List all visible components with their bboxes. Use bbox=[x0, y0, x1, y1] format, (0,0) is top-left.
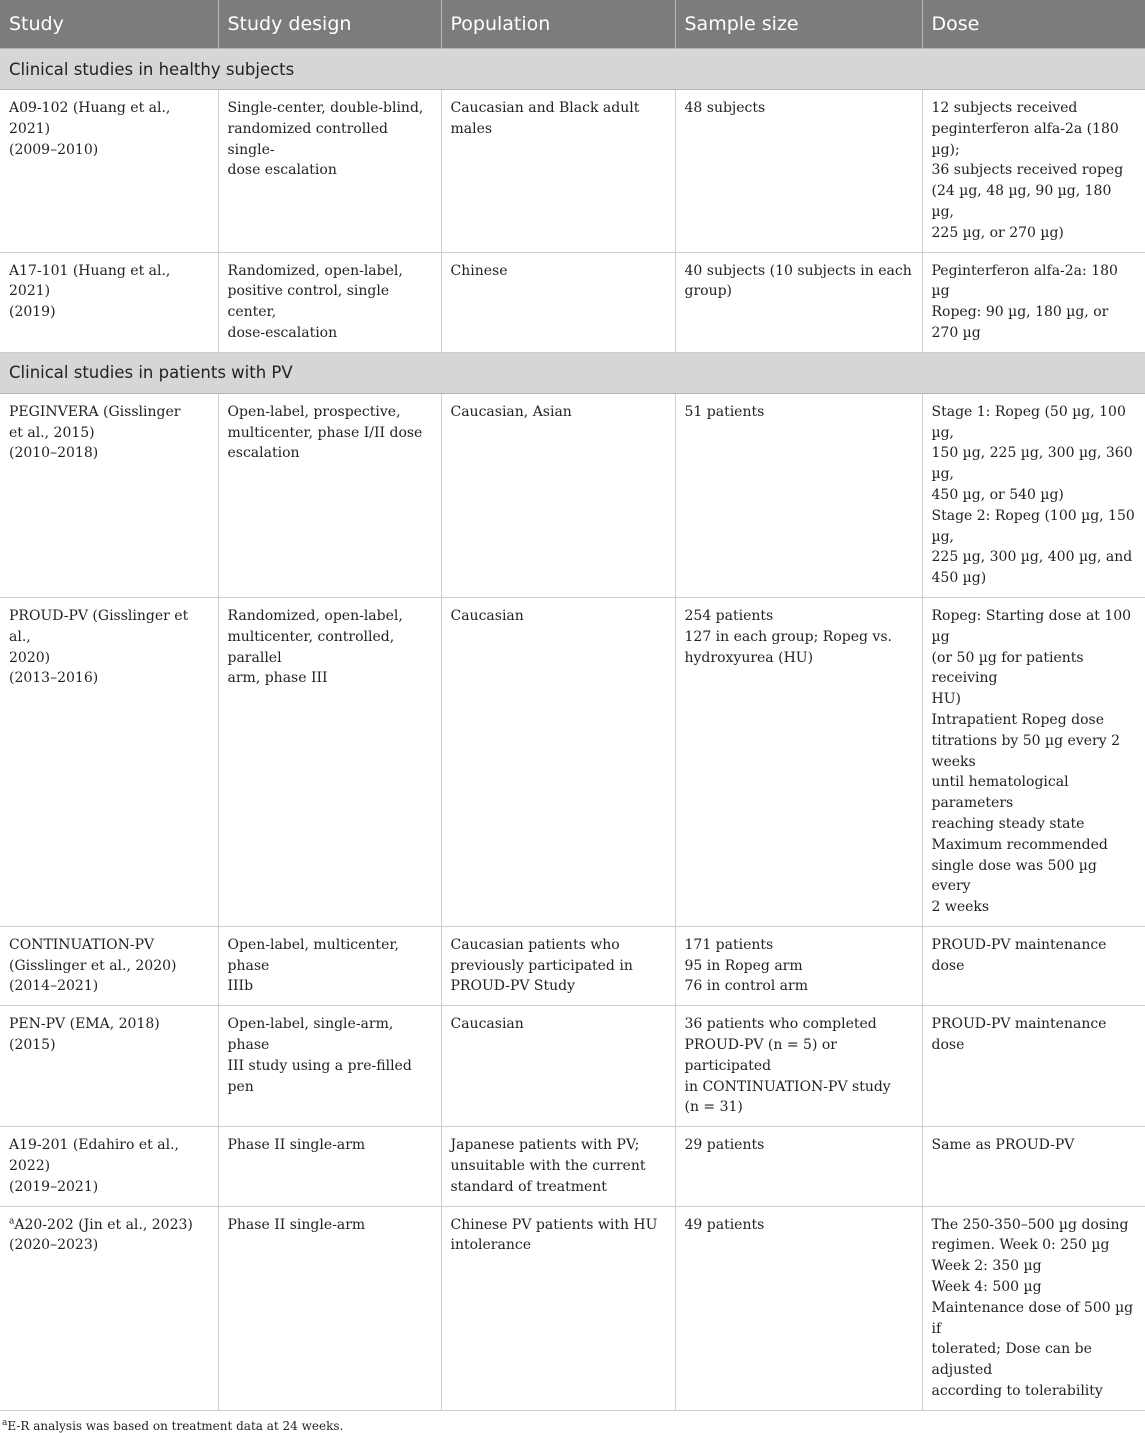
header-sample-size: Sample size bbox=[675, 0, 922, 49]
cell-line: Japanese patients with PV; bbox=[450, 1137, 640, 1154]
cell-line: multicenter, controlled, parallel bbox=[227, 628, 395, 666]
sample-size-cell bbox=[675, 90, 922, 253]
table-row bbox=[0, 90, 1145, 253]
cell-line: A17-101 (Huang et al., 2021) bbox=[9, 262, 171, 300]
table-row bbox=[0, 1127, 1145, 1206]
cell-line: (2010–2018) bbox=[9, 445, 99, 462]
section-title: Clinical studies in healthy subjects bbox=[0, 49, 1145, 90]
cell-line: randomized controlled single- bbox=[227, 120, 389, 158]
cell-line: Randomized, open-label, bbox=[227, 607, 403, 624]
cell-line: Single-center, double-blind, bbox=[227, 100, 424, 116]
cell-line: (2019–2021) bbox=[9, 1178, 99, 1195]
cell-line: previously participated in bbox=[450, 957, 633, 974]
population-cell bbox=[441, 90, 675, 253]
cell-line: 150 µg, 225 µg, 300 µg, 360 µg, bbox=[931, 445, 1133, 483]
dose-cell bbox=[922, 597, 1145, 926]
cell-line: (24 µg, 48 µg, 90 µg, 180 µg, bbox=[931, 183, 1112, 220]
cell-line: 127 in each group; Ropeg vs. bbox=[684, 628, 892, 645]
footnote-marker: a bbox=[9, 1216, 15, 1226]
cell-line: 36 patients who completed bbox=[684, 1016, 877, 1033]
cell-line: (2013–2016) bbox=[9, 670, 99, 687]
cell-line: Randomized, open-label, bbox=[227, 262, 403, 279]
cell-line: Week 2: 350 µg bbox=[931, 1258, 1042, 1275]
cell-line: 2020) bbox=[9, 649, 51, 666]
cell-line: (Gisslinger et al., 2020) bbox=[9, 957, 177, 974]
cell-line: reaching steady state bbox=[931, 815, 1085, 832]
cell-line: intolerance bbox=[450, 1237, 531, 1254]
cell-line: 76 in control arm bbox=[684, 978, 808, 995]
dose-cell bbox=[922, 1206, 1145, 1410]
cell-line: Open-label, single-arm, phase bbox=[227, 1016, 394, 1054]
dose-cell bbox=[922, 90, 1145, 253]
cell-line: Caucasian bbox=[450, 607, 524, 624]
sample-size-cell bbox=[675, 1006, 922, 1127]
cell-line: (2014–2021) bbox=[9, 978, 99, 995]
sample-size-cell bbox=[675, 252, 922, 352]
cell-line: regimen. Week 0: 250 µg bbox=[931, 1237, 1110, 1254]
cell-line: 29 patients bbox=[684, 1137, 765, 1154]
header-study: Study bbox=[0, 0, 218, 49]
cell-line: 171 patients bbox=[684, 936, 774, 953]
cell-line: 254 patients bbox=[684, 607, 774, 624]
cell-line: PROUD-PV (Gisslinger et al., bbox=[9, 607, 189, 645]
population-cell bbox=[441, 926, 675, 1005]
cell-line: PROUD-PV Study bbox=[450, 978, 576, 995]
table-header-row bbox=[0, 0, 1145, 49]
design-cell bbox=[218, 926, 441, 1005]
cell-line: Caucasian, Asian bbox=[450, 403, 572, 420]
cell-line: 48 subjects bbox=[684, 100, 766, 116]
cell-line: Maintenance dose of 500 µg if bbox=[931, 1299, 1134, 1337]
cell-line: 450 µg, or 540 µg) bbox=[931, 486, 1064, 503]
cell-line: positive control, single center, bbox=[227, 283, 390, 321]
sample-size-cell bbox=[675, 393, 922, 597]
cell-line: PEN-PV (EMA, 2018) bbox=[9, 1016, 160, 1033]
population-cell bbox=[441, 1206, 675, 1410]
table-body bbox=[0, 49, 1145, 1411]
cell-line: escalation bbox=[227, 445, 300, 462]
cell-line: PROUD-PV (n = 5) or participated bbox=[684, 1037, 837, 1074]
sample-size-cell bbox=[675, 1127, 922, 1206]
dose-cell bbox=[922, 1127, 1145, 1206]
cell-line: Stage 1: Ropeg (50 µg, 100 µg, bbox=[931, 403, 1126, 441]
cell-line: HU) bbox=[931, 691, 961, 708]
cell-line: 40 subjects (10 subjects in each bbox=[684, 262, 912, 279]
cell-line: 51 patients bbox=[684, 403, 765, 420]
cell-line: Same as PROUD-PV bbox=[931, 1137, 1075, 1154]
cell-line: Caucasian bbox=[450, 1016, 524, 1033]
study-cell bbox=[0, 252, 218, 352]
study-cell bbox=[0, 393, 218, 597]
study-cell bbox=[0, 1006, 218, 1127]
population-cell bbox=[441, 393, 675, 597]
table-row bbox=[0, 1006, 1145, 1127]
section-row bbox=[0, 352, 1145, 393]
cell-line: PROUD-PV maintenance dose bbox=[931, 1016, 1107, 1054]
cell-line: Intrapatient Ropeg dose bbox=[931, 711, 1104, 728]
cell-line bbox=[9, 1215, 209, 1236]
cell-line: Week 4: 500 µg bbox=[931, 1279, 1042, 1296]
cell-line: PEGINVERA (Gisslinger bbox=[9, 403, 181, 420]
cell-line: peginterferon alfa-2a (180 µg); bbox=[931, 120, 1119, 158]
cell-line: Peginterferon alfa-2a: 180 µg bbox=[931, 262, 1118, 300]
cell-line: multicenter, phase I/II dose bbox=[227, 424, 423, 441]
cell-line: Open-label, multicenter, phase bbox=[227, 936, 399, 974]
population-cell bbox=[441, 597, 675, 926]
cell-line: Ropeg: Starting dose at 100 µg bbox=[931, 607, 1132, 645]
cell-line: in CONTINUATION-PV study bbox=[684, 1078, 891, 1095]
table-row bbox=[0, 252, 1145, 352]
cell-line: according to tolerability bbox=[931, 1383, 1103, 1400]
population-cell bbox=[441, 252, 675, 352]
cell-line: dose-escalation bbox=[227, 324, 338, 341]
dose-cell bbox=[922, 252, 1145, 352]
table-footnote bbox=[0, 1411, 1145, 1433]
cell-line: single dose was 500 µg every bbox=[931, 857, 1097, 895]
cell-line: (n = 31) bbox=[684, 1099, 743, 1116]
cell-line: 49 patients bbox=[684, 1216, 765, 1233]
cell-line: tolerated; Dose can be adjusted bbox=[931, 1341, 1092, 1379]
header-study-design: Study design bbox=[218, 0, 441, 49]
study-cell bbox=[0, 597, 218, 926]
cell-line: 36 subjects received ropeg bbox=[931, 162, 1124, 179]
cell-line: titrations by 50 µg every 2 weeks bbox=[931, 732, 1120, 770]
dose-cell bbox=[922, 926, 1145, 1005]
table-row bbox=[0, 393, 1145, 597]
study-cell bbox=[0, 90, 218, 253]
cell-line: The 250-350–500 µg dosing bbox=[931, 1216, 1129, 1233]
header-population: Population bbox=[441, 0, 675, 49]
study-cell bbox=[0, 1206, 218, 1410]
cell-line: dose escalation bbox=[227, 162, 337, 179]
design-cell bbox=[218, 1127, 441, 1206]
cell-line: IIIb bbox=[227, 978, 254, 995]
cell-line: Open-label, prospective, bbox=[227, 403, 401, 420]
cell-line: 225 µg, 300 µg, 400 µg, and bbox=[931, 549, 1133, 566]
population-cell bbox=[441, 1127, 675, 1206]
cell-line: (2019) bbox=[9, 304, 56, 321]
cell-line: Caucasian patients who bbox=[450, 936, 620, 953]
section-title: Clinical studies in patients with PV bbox=[0, 352, 1145, 393]
study-cell bbox=[0, 1127, 218, 1206]
cell-line: Stage 2: Ropeg (100 µg, 150 µg, bbox=[931, 507, 1135, 545]
cell-line: A09-102 (Huang et al., 2021) bbox=[9, 100, 171, 137]
cell-line: 12 subjects received bbox=[931, 100, 1078, 116]
cell-line: hydroxyurea (HU) bbox=[684, 649, 814, 666]
cell-line: Chinese bbox=[450, 262, 508, 279]
cell-line: 450 µg) bbox=[931, 570, 987, 587]
cell-line: Phase II single-arm bbox=[227, 1216, 366, 1233]
design-cell bbox=[218, 90, 441, 253]
footnote-text: E-R analysis was based on treatment data at 24 weeks. bbox=[7, 1418, 344, 1433]
design-cell bbox=[218, 1006, 441, 1127]
cell-line: Phase II single-arm bbox=[227, 1137, 366, 1154]
cell-line: 2 weeks bbox=[931, 899, 990, 916]
cell-line: (2020–2023) bbox=[9, 1237, 99, 1254]
population-cell bbox=[441, 1006, 675, 1127]
cell-line: unsuitable with the current bbox=[450, 1158, 646, 1175]
design-cell bbox=[218, 1206, 441, 1410]
sample-size-cell bbox=[675, 926, 922, 1005]
table-row bbox=[0, 597, 1145, 926]
cell-line: Maximum recommended bbox=[931, 836, 1108, 853]
design-cell bbox=[218, 252, 441, 352]
dose-cell bbox=[922, 1006, 1145, 1127]
table-row bbox=[0, 926, 1145, 1005]
table-row bbox=[0, 1206, 1145, 1410]
sample-size-cell bbox=[675, 597, 922, 926]
design-cell bbox=[218, 393, 441, 597]
cell-line: 95 in Ropeg arm bbox=[684, 957, 803, 974]
cell-line: et al., 2015) bbox=[9, 424, 95, 441]
cell-line: Chinese PV patients with HU bbox=[450, 1216, 658, 1233]
study-cell bbox=[0, 926, 218, 1005]
cell-line: (2015) bbox=[9, 1037, 56, 1054]
cell-line: CONTINUATION-PV bbox=[9, 936, 155, 953]
cell-line: PROUD-PV maintenance dose bbox=[931, 936, 1107, 974]
cell-line: Ropeg: 90 µg, 180 µg, or 270 µg bbox=[931, 304, 1109, 341]
cell-line: 225 µg, or 270 µg) bbox=[931, 224, 1064, 241]
design-cell bbox=[218, 597, 441, 926]
section-row bbox=[0, 49, 1145, 90]
cell-line: group) bbox=[684, 283, 733, 300]
cell-text: A20-202 (Jin et al., 2023) bbox=[14, 1216, 193, 1233]
header-dose: Dose bbox=[922, 0, 1145, 49]
cell-line: (2009–2010) bbox=[9, 141, 99, 158]
cell-line: III study using a pre-filled pen bbox=[227, 1057, 412, 1095]
cell-line: standard of treatment bbox=[450, 1178, 607, 1195]
sample-size-cell bbox=[675, 1206, 922, 1410]
cell-line: arm, phase III bbox=[227, 670, 328, 687]
cell-line: A19-201 (Edahiro et al., 2022) bbox=[9, 1137, 179, 1175]
footnote-marker: a bbox=[2, 1417, 8, 1428]
cell-line: until hematological parameters bbox=[931, 774, 1069, 812]
cell-line: (or 50 µg for patients receiving bbox=[931, 649, 1084, 687]
dose-cell bbox=[922, 393, 1145, 597]
cell-line: Caucasian and Black adult males bbox=[450, 100, 640, 137]
